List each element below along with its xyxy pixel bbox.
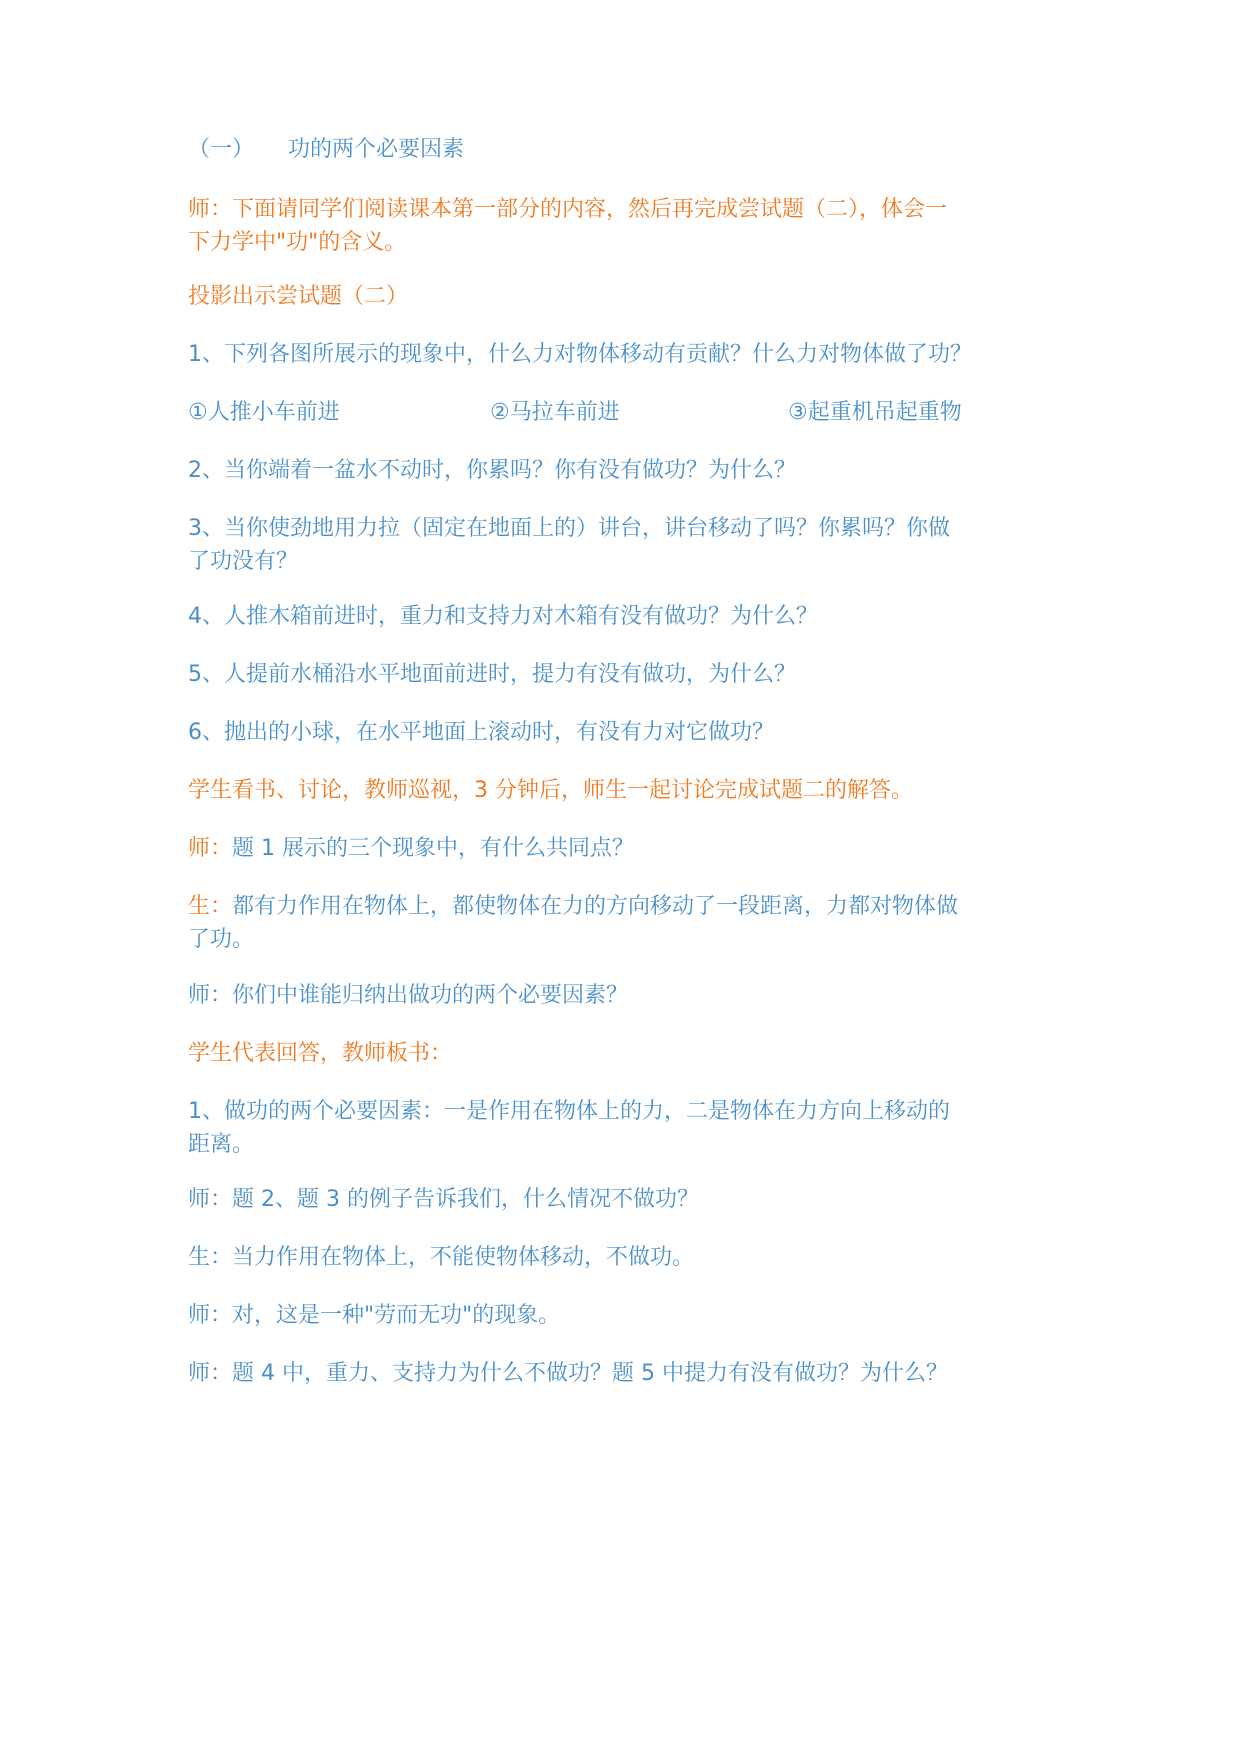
option-2: ②马拉车前进: [490, 400, 620, 425]
student-answer-2: 生：当力作用在物体上，不能使物体移动，不做功。: [188, 1245, 695, 1270]
discussion-note: 学生看书、讨论，教师巡视，3 分钟后，师生一起讨论完成试题二的解答。: [188, 778, 913, 803]
board-note-line-1: 1、做功的两个必要因素：一是作用在物体上的力，二是物体在力方向上移动的: [188, 1099, 950, 1124]
board-note-line-2: 距离。: [188, 1132, 255, 1157]
question-2: 2、当你端着一盆水不动时，你累吗？你有没有做功？为什么？: [188, 458, 796, 483]
question-6: 6、抛出的小球，在水平地面上滚动时，有没有力对它做功？: [188, 720, 774, 745]
section-title: 功的两个必要因素: [288, 137, 465, 162]
teacher-question-4: 师：题 4 中，重力、支持力为什么不做功？题 5 中提力有没有做功？为什么？: [188, 1361, 948, 1386]
projection-heading: 投影出示尝试题（二）: [188, 284, 409, 309]
question-3-line-1: 3、当你使劲地用力拉（固定在地面上的）讲台，讲台移动了吗？你累吗？你做: [188, 516, 950, 541]
question-1: 1、下列各图所展示的现象中，什么力对物体移动有贡献？什么力对物体做了功？: [188, 342, 972, 367]
question-3-line-2: 了功没有？: [188, 549, 299, 574]
teacher-speaker: 师：: [188, 836, 233, 861]
teacher-remark: 师：对，这是一种"劳而无功"的现象。: [188, 1303, 561, 1328]
question-4: 4、人推木箱前进时，重力和支持力对木箱有没有做功？为什么？: [188, 604, 818, 629]
student-speaker: 生：: [188, 894, 233, 919]
option-3: ③起重机吊起重物: [788, 400, 962, 425]
option-1: ①人推小车前进: [188, 400, 340, 425]
intro-line-2: 下力学中"功"的含义。: [188, 230, 407, 255]
teacher-question-1-text: 题 1 展示的三个现象中，有什么共同点？: [232, 836, 635, 861]
student-answer-1-line-2: 了功。: [188, 927, 255, 952]
teacher-question-2: 师：你们中谁能归纳出做功的两个必要因素？: [188, 983, 629, 1008]
student-representative-answer: 学生代表回答，教师板书：: [188, 1041, 453, 1066]
section-number: （一）: [188, 137, 255, 162]
student-answer-1-line-1: [188, 890, 1068, 923]
question-5: 5、人提前水桶沿水平地面前进时，提力有没有做功，为什么？: [188, 662, 796, 687]
student-answer-1-text: 都有力作用在物体上，都使物体在力的方向移动了一段距离，力都对物体做: [232, 894, 959, 919]
teacher-question-3: 师：题 2、题 3 的例子告诉我们，什么情况不做功？: [188, 1187, 699, 1212]
intro-line-1: 师：下面请同学们阅读课本第一部分的内容，然后再完成尝试题（二），体会一: [188, 197, 948, 222]
teacher-question-1: [188, 832, 1068, 865]
